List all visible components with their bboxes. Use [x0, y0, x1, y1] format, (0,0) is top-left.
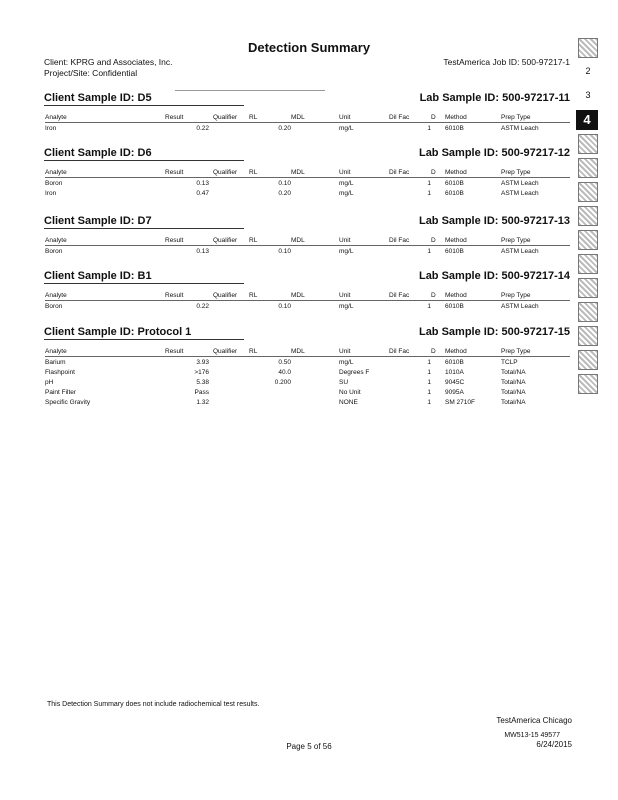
cell-prep-type: Total/NA — [501, 398, 526, 406]
cell-prep-type: Total/NA — [501, 388, 526, 396]
cell-result: 0.47 — [196, 189, 209, 197]
table-row — [45, 367, 570, 377]
cell-mdl — [291, 377, 329, 387]
table-row — [45, 178, 570, 189]
cell-prep-type: Total/NA — [501, 368, 526, 376]
cell-d — [431, 301, 441, 312]
column-header-unit: Unit — [329, 290, 389, 301]
client-sample-id: Client Sample ID: B1 — [44, 270, 152, 282]
cell-analyte: Iron — [45, 189, 57, 197]
cell-analyte: Barium — [45, 358, 66, 366]
header-divider — [175, 90, 325, 91]
column-header-dil-fac: Dil Fac — [389, 290, 431, 301]
table-row — [45, 377, 570, 387]
client-line: Client: KPRG and Associates, Inc. — [44, 57, 173, 67]
table-row — [45, 387, 570, 397]
column-header-rl: RL — [249, 290, 291, 301]
cell-analyte: pH — [45, 378, 54, 386]
cell-unit: SU — [339, 378, 349, 386]
qr-code-icon — [578, 182, 598, 202]
column-header-unit: Unit — [329, 235, 389, 246]
column-header-method: Method — [441, 290, 501, 301]
table-row — [45, 301, 570, 312]
column-header-method: Method — [441, 167, 501, 178]
qr-code-icon — [578, 230, 598, 250]
table-header-row — [45, 235, 570, 246]
cell-unit: mg/L — [339, 179, 354, 187]
cell-d — [431, 387, 441, 397]
footer-note: This Detection Summary does not include radiochemical test results. — [47, 701, 260, 708]
column-header-qualifier: Qualifier — [209, 346, 249, 357]
cell-mdl — [291, 301, 329, 312]
footer-date: 6/24/2015 — [536, 740, 572, 749]
page-number: Page 5 of 56 — [286, 742, 332, 751]
cell-qualifier — [209, 367, 249, 377]
column-header-method: Method — [441, 235, 501, 246]
column-header-unit: Unit — [329, 112, 389, 123]
cell-result: 5.38 — [196, 378, 209, 386]
cell-method: 9095A — [445, 388, 464, 396]
cell-prep-type: TCLP — [501, 358, 518, 366]
cell-d — [431, 367, 441, 377]
cell-result: 0.22 — [196, 124, 209, 132]
qr-code-icon — [578, 38, 598, 58]
cell-method: 1010A — [445, 368, 464, 376]
cell-rl: 40.0 — [278, 368, 291, 376]
cell-result: 0.13 — [196, 179, 209, 187]
cell-method: SM 2710F — [445, 398, 475, 406]
cell-prep-type: ASTM Leach — [501, 189, 539, 197]
cell-method: 6010B — [445, 358, 464, 366]
footer-lab: TestAmerica Chicago — [496, 716, 572, 725]
qr-code-icon — [578, 326, 598, 346]
cell-prep-type: Total/NA — [501, 378, 526, 386]
side-tab-2: 2 — [585, 66, 591, 76]
table-row — [45, 188, 570, 198]
qr-code-icon — [578, 302, 598, 322]
column-header-analyte: Analyte — [45, 235, 165, 246]
sample-underline — [44, 339, 244, 340]
sample-underline — [44, 283, 244, 284]
cell-prep-type: ASTM Leach — [501, 179, 539, 187]
cell-mdl — [291, 123, 329, 134]
column-header-qualifier: Qualifier — [209, 112, 249, 123]
cell-result: Pass — [194, 388, 209, 396]
table-row — [45, 123, 570, 134]
table-header-row — [45, 290, 570, 301]
column-header-unit: Unit — [329, 346, 389, 357]
cell-unit: mg/L — [339, 124, 354, 132]
side-tab-3: 3 — [585, 90, 591, 100]
table-header-row — [45, 167, 570, 178]
cell-analyte: Iron — [45, 124, 57, 132]
cell-unit: NONE — [339, 398, 358, 406]
cell-result: 1.32 — [196, 398, 209, 406]
cell-prep-type: ASTM Leach — [501, 302, 539, 310]
column-header-mdl: MDL — [291, 290, 329, 301]
cell-dil-fac: 1 — [427, 368, 431, 376]
cell-dil-fac: 1 — [427, 302, 431, 310]
cell-qualifier — [209, 387, 249, 397]
cell-d — [431, 397, 441, 407]
cell-result: 0.22 — [196, 302, 209, 310]
column-header-unit: Unit — [329, 167, 389, 178]
cell-method: 6010B — [445, 302, 464, 310]
table-row — [45, 246, 570, 257]
column-header-dil-fac: Dil Fac — [389, 112, 431, 123]
column-header-analyte: Analyte — [45, 346, 165, 357]
cell-result: 3.93 — [196, 358, 209, 366]
column-header-prep-type: Prep Type — [501, 235, 570, 246]
cell-dil-fac: 1 — [427, 124, 431, 132]
cell-dil-fac: 1 — [427, 358, 431, 366]
footer-code: MW513-15 49577 — [504, 732, 560, 739]
table-row — [45, 357, 570, 368]
column-header-method: Method — [441, 112, 501, 123]
client-sample-id: Client Sample ID: Protocol 1 — [44, 326, 192, 338]
cell-method: 9045C — [445, 378, 465, 386]
cell-rl: 0.20 — [278, 124, 291, 132]
client-sample-id: Client Sample ID: D7 — [44, 215, 152, 227]
qr-code-icon — [578, 158, 598, 178]
column-header-rl: RL — [249, 112, 291, 123]
lab-sample-id: Lab Sample ID: 500-97217-12 — [418, 147, 570, 159]
cell-rl — [249, 387, 291, 397]
cell-unit: No Unit — [339, 388, 361, 396]
cell-rl: 0.10 — [278, 179, 291, 187]
cell-unit: mg/L — [339, 358, 354, 366]
cell-method: 6010B — [445, 189, 464, 197]
column-header-dil-fac: Dil Fac — [389, 235, 431, 246]
side-tab-active: 4 — [576, 110, 598, 130]
cell-method: 6010B — [445, 124, 464, 132]
cell-qualifier — [209, 188, 249, 198]
cell-dil-fac: 1 — [427, 189, 431, 197]
column-header-rl: RL — [249, 167, 291, 178]
cell-qualifier — [209, 246, 249, 257]
qr-code-icon — [578, 134, 598, 154]
qr-code-icon — [578, 374, 598, 394]
cell-qualifier — [209, 377, 249, 387]
cell-prep-type: ASTM Leach — [501, 124, 539, 132]
project-line: Project/Site: Confidential — [44, 68, 138, 78]
lab-sample-id: Lab Sample ID: 500-97217-13 — [418, 215, 570, 227]
cell-d — [431, 188, 441, 198]
cell-d — [431, 178, 441, 189]
column-header-analyte: Analyte — [45, 290, 165, 301]
column-header-analyte: Analyte — [45, 112, 165, 123]
lab-sample-id: Lab Sample ID: 500-97217-14 — [418, 270, 570, 282]
qr-code-icon — [578, 206, 598, 226]
column-header-method: Method — [441, 346, 501, 357]
column-header-mdl: MDL — [291, 167, 329, 178]
column-header-result: Result — [165, 112, 209, 123]
cell-qualifier — [209, 357, 249, 368]
cell-analyte: Paint Filter — [45, 388, 77, 396]
column-header-dil-fac: Dil Fac — [389, 167, 431, 178]
column-header-d: D — [431, 112, 441, 123]
cell-qualifier — [209, 397, 249, 407]
cell-dil-fac: 1 — [427, 179, 431, 187]
cell-prep-type: ASTM Leach — [501, 247, 539, 255]
column-header-analyte: Analyte — [45, 167, 165, 178]
column-header-result: Result — [165, 346, 209, 357]
column-header-result: Result — [165, 290, 209, 301]
column-header-rl: RL — [249, 235, 291, 246]
column-header-prep-type: Prep Type — [501, 346, 570, 357]
table-row — [45, 397, 570, 407]
results-table — [45, 235, 570, 256]
column-header-dil-fac: Dil Fac — [389, 346, 431, 357]
column-header-d: D — [431, 235, 441, 246]
cell-rl — [249, 397, 291, 407]
cell-unit: Degrees F — [339, 368, 370, 376]
cell-analyte: Flashpoint — [45, 368, 75, 376]
column-header-prep-type: Prep Type — [501, 167, 570, 178]
cell-d — [431, 246, 441, 257]
cell-method: 6010B — [445, 179, 464, 187]
column-header-mdl: MDL — [291, 235, 329, 246]
column-header-d: D — [431, 290, 441, 301]
lab-sample-id: Lab Sample ID: 500-97217-11 — [419, 92, 570, 104]
cell-mdl — [291, 178, 329, 189]
cell-analyte: Boron — [45, 247, 63, 255]
cell-unit: mg/L — [339, 189, 354, 197]
cell-rl: 0.10 — [278, 302, 291, 310]
sample-underline — [44, 228, 244, 229]
column-header-result: Result — [165, 235, 209, 246]
results-table — [45, 346, 570, 407]
page-title: Detection Summary — [247, 40, 371, 55]
sample-underline — [44, 160, 244, 161]
cell-dil-fac: 1 — [427, 247, 431, 255]
cell-analyte: Boron — [45, 179, 63, 187]
cell-d — [431, 357, 441, 368]
cell-qualifier — [209, 301, 249, 312]
cell-rl: 0.10 — [278, 247, 291, 255]
cell-rl: 0.200 — [274, 378, 291, 386]
cell-method: 6010B — [445, 247, 464, 255]
column-header-result: Result — [165, 167, 209, 178]
column-header-qualifier: Qualifier — [209, 235, 249, 246]
column-header-prep-type: Prep Type — [501, 112, 570, 123]
table-header-row — [45, 112, 570, 123]
cell-mdl — [291, 188, 329, 198]
cell-d — [431, 123, 441, 134]
cell-dil-fac: 1 — [427, 388, 431, 396]
cell-dil-fac: 1 — [427, 378, 431, 386]
column-header-rl: RL — [249, 346, 291, 357]
cell-mdl — [291, 387, 329, 397]
cell-mdl — [291, 246, 329, 257]
column-header-prep-type: Prep Type — [501, 290, 570, 301]
column-header-d: D — [431, 346, 441, 357]
cell-dil-fac: 1 — [427, 398, 431, 406]
sample-underline — [44, 105, 244, 106]
client-sample-id: Client Sample ID: D5 — [44, 92, 152, 104]
column-header-mdl: MDL — [291, 112, 329, 123]
cell-mdl — [291, 367, 329, 377]
column-header-qualifier: Qualifier — [209, 167, 249, 178]
cell-unit: mg/L — [339, 302, 354, 310]
cell-analyte: Boron — [45, 302, 63, 310]
results-table — [45, 167, 570, 198]
column-header-mdl: MDL — [291, 346, 329, 357]
cell-mdl — [291, 397, 329, 407]
cell-d — [431, 377, 441, 387]
client-sample-id: Client Sample ID: D6 — [44, 147, 152, 159]
qr-code-icon — [578, 278, 598, 298]
cell-mdl — [291, 357, 329, 368]
cell-result: 0.13 — [196, 247, 209, 255]
column-header-qualifier: Qualifier — [209, 290, 249, 301]
cell-qualifier — [209, 178, 249, 189]
job-id: TestAmerica Job ID: 500-97217-1 — [443, 57, 570, 67]
cell-rl: 0.20 — [278, 189, 291, 197]
qr-code-icon — [578, 350, 598, 370]
cell-qualifier — [209, 123, 249, 134]
results-table — [45, 112, 570, 133]
qr-code-icon — [578, 254, 598, 274]
cell-result: >176 — [194, 368, 209, 376]
table-header-row — [45, 346, 570, 357]
cell-unit: mg/L — [339, 247, 354, 255]
lab-sample-id: Lab Sample ID: 500-97217-15 — [418, 326, 570, 338]
cell-analyte: Specific Gravity — [45, 398, 91, 406]
cell-rl: 0.50 — [278, 358, 291, 366]
column-header-d: D — [431, 167, 441, 178]
results-table — [45, 290, 570, 311]
